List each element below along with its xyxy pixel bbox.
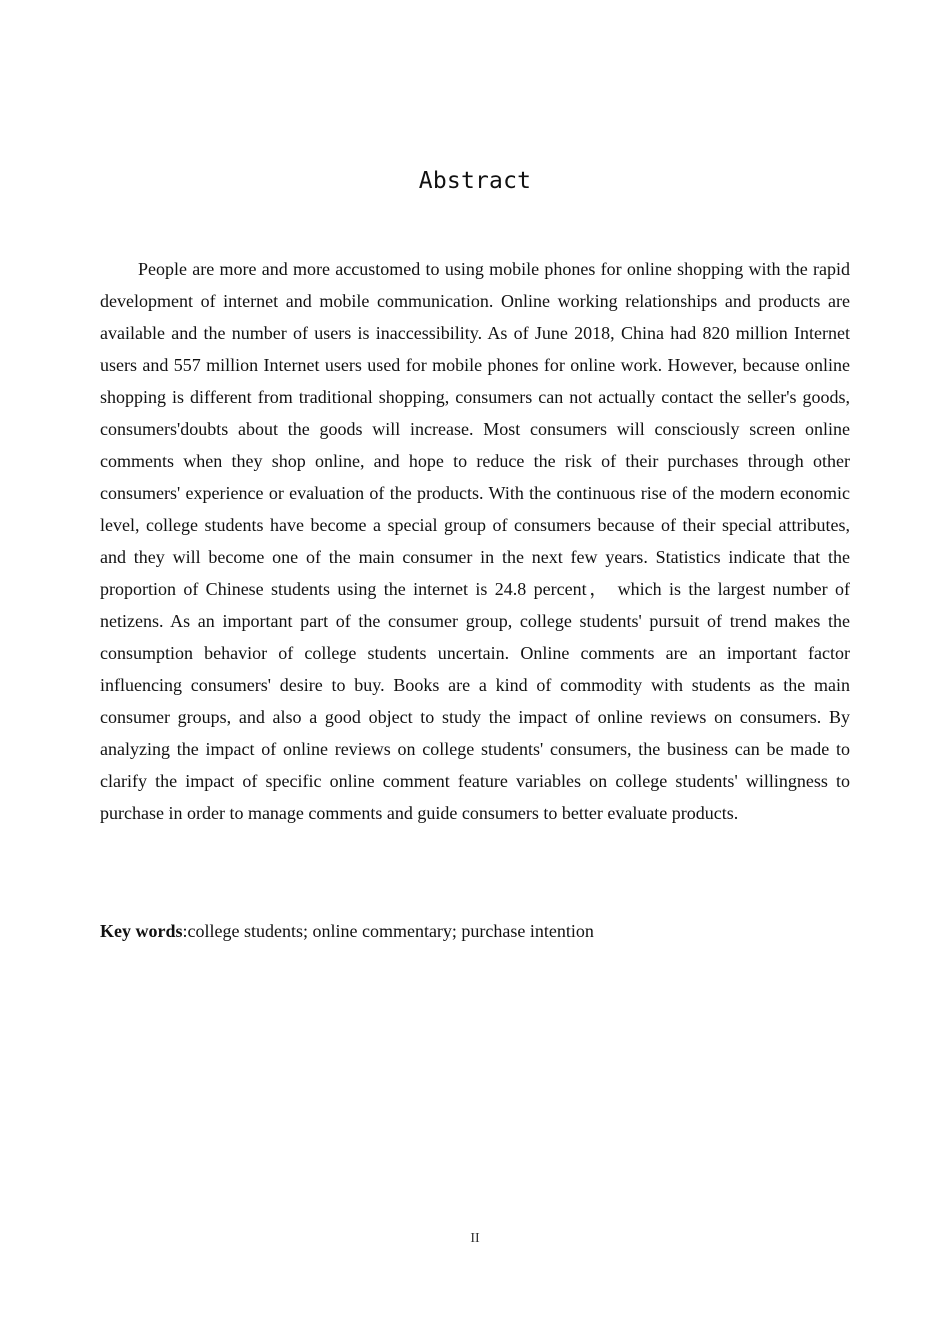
abstract-title: Abstract xyxy=(418,168,532,194)
abstract-paragraph: People are more and more accustomed to using mobile phones for online shopping with the rapid development of internet and mobile communication. Online working relationships and products are available and the number of users is inaccessibility. As of June 2018, China had 820 million Internet users and 557 million Internet users used for mobile phones for online work. However, because online shopping is different from traditional shopping, consumers can not actually contact the seller's goods, consumers'doubts about the goods will increase. Most consumers will consciously screen online comments when they shop online, and hope to reduce the risk of their purchases through other consumers' experience or evaluation of the products. With the continuous rise of the modern economic level, college students have become a special group of consumers because of their special attributes, and they will become one of the main consumer in the next few years. Statistics indicate that the proportion of Chinese students using the internet is 24.8 percent， which is the largest number of netizens. As an important part of the consumer group, college students' pursuit of trend makes the consumption behavior of college students uncertain. Online comments are an important factor influencing consumers' desire to buy. Books are a kind of commodity with students as the main consumer groups, and also a good object to study the impact of online reviews on consumers. By analyzing the impact of online reviews on college students' consumers, the business can be made to clarify the impact of specific online comment feature variables on college students' willingness to purchase in order to manage comments and guide consumers to better evaluate products. xyxy=(100,259,850,823)
keywords-text: :college students; online commentary; purchase intention xyxy=(182,921,594,941)
keywords-line xyxy=(100,915,850,947)
keywords-label: Key words xyxy=(100,921,183,941)
page-number: II xyxy=(470,1231,480,1246)
